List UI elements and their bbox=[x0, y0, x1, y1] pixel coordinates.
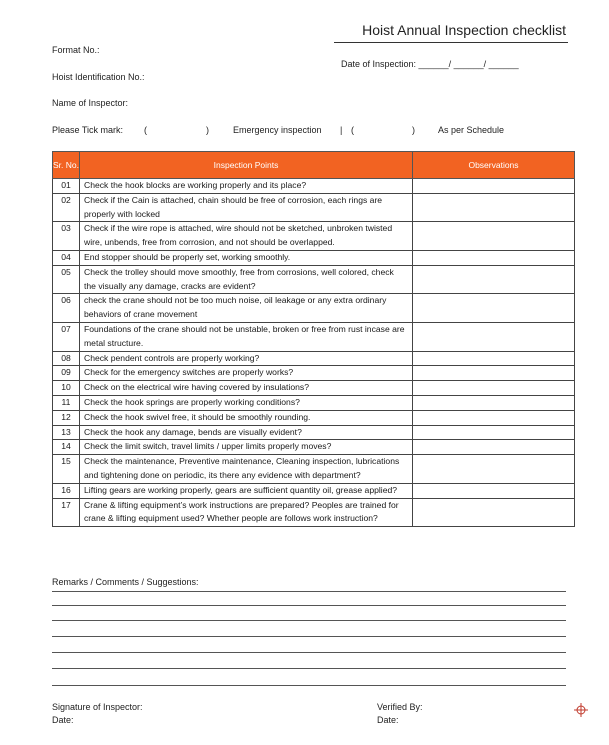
table-row bbox=[53, 440, 575, 455]
hoist-id-label: Hoist Identification No.: bbox=[52, 72, 145, 82]
row-inspection-point: Foundations of the crane should not be unstable, broken or free from rust incase are metal structure. bbox=[80, 322, 413, 351]
verified-by-label: Verified By: bbox=[377, 702, 423, 712]
remarks-label: Remarks / Comments / Suggestions: bbox=[52, 577, 199, 587]
crosshair-icon bbox=[574, 703, 588, 717]
row-sr-no: 14 bbox=[53, 440, 80, 455]
title-underline bbox=[334, 42, 568, 43]
row-observation-cell[interactable] bbox=[413, 193, 575, 222]
row-inspection-point: Check the maintenance, Preventive maintenance, Cleaning inspection, lubrications and tightening done on periodic, its there any evidence with department? bbox=[80, 455, 413, 484]
row-sr-no: 12 bbox=[53, 410, 80, 425]
row-sr-no: 15 bbox=[53, 455, 80, 484]
row-sr-no: 09 bbox=[53, 366, 80, 381]
remarks-line[interactable] bbox=[52, 636, 566, 637]
tick-mark-label: Please Tick mark: bbox=[52, 125, 124, 135]
table-row bbox=[53, 294, 575, 323]
row-observation-cell[interactable] bbox=[413, 440, 575, 455]
observations-header: Observations bbox=[413, 152, 575, 179]
row-observation-cell[interactable] bbox=[413, 222, 575, 251]
row-observation-cell[interactable] bbox=[413, 294, 575, 323]
table-header-row bbox=[53, 152, 575, 179]
row-observation-cell[interactable] bbox=[413, 351, 575, 366]
row-inspection-point: Crane & lifting equipment’s work instructions are prepared? Peoples are trained for crane & lifting equipment used? Whether people are follows work instruction? bbox=[80, 498, 413, 527]
remarks-line[interactable] bbox=[52, 620, 566, 621]
row-observation-cell[interactable] bbox=[413, 425, 575, 440]
row-sr-no: 08 bbox=[53, 351, 80, 366]
row-inspection-point: check the crane should not be too much noise, oil leakage or any extra ordinary behaviors of crane movement bbox=[80, 294, 413, 323]
row-sr-no: 06 bbox=[53, 294, 80, 323]
row-sr-no: 03 bbox=[53, 222, 80, 251]
row-observation-cell[interactable] bbox=[413, 250, 575, 265]
date-of-inspection-label: Date of Inspection: ______/ ______/ ______ bbox=[341, 59, 519, 69]
row-inspection-point: Check the hook any damage, bends are visually evident? bbox=[80, 425, 413, 440]
row-inspection-point: End stopper should be properly set, working smoothly. bbox=[80, 250, 413, 265]
table-row bbox=[53, 395, 575, 410]
table-row bbox=[53, 322, 575, 351]
signature-of-inspector-label: Signature of Inspector: bbox=[52, 702, 143, 712]
table-row bbox=[53, 265, 575, 294]
row-inspection-point: Check the hook blocks are working properly and its place? bbox=[80, 179, 413, 194]
format-no-label: Format No.: bbox=[52, 45, 100, 55]
row-inspection-point: Check the limit switch, travel limits / upper limits properly moves? bbox=[80, 440, 413, 455]
tick-separator: | bbox=[340, 125, 343, 135]
table-row bbox=[53, 179, 575, 194]
table-row bbox=[53, 222, 575, 251]
inspection-table bbox=[52, 151, 575, 527]
row-observation-cell[interactable] bbox=[413, 483, 575, 498]
remarks-line[interactable] bbox=[52, 668, 566, 669]
tick-paren-open-1: ( bbox=[144, 125, 147, 135]
row-observation-cell[interactable] bbox=[413, 179, 575, 194]
table-row bbox=[53, 250, 575, 265]
row-inspection-point: Check if the wire rope is attached, wire should not be sketched, unbroken twisted wire, unbends, free from corrosion, and not should be overlapped. bbox=[80, 222, 413, 251]
row-inspection-point: Lifting gears are working properly, gears are sufficient quantity oil, grease applied? bbox=[80, 483, 413, 498]
row-sr-no: 11 bbox=[53, 395, 80, 410]
row-sr-no: 16 bbox=[53, 483, 80, 498]
row-observation-cell[interactable] bbox=[413, 395, 575, 410]
emergency-inspection-label: Emergency inspection bbox=[233, 125, 322, 135]
remarks-line[interactable] bbox=[52, 591, 566, 592]
row-sr-no: 17 bbox=[53, 498, 80, 527]
row-sr-no: 07 bbox=[53, 322, 80, 351]
row-observation-cell[interactable] bbox=[413, 322, 575, 351]
table-row bbox=[53, 498, 575, 527]
tick-paren-open-2: ( bbox=[351, 125, 354, 135]
row-inspection-point: Check the hook springs are properly working conditions? bbox=[80, 395, 413, 410]
tick-paren-close-1: ) bbox=[206, 125, 209, 135]
row-inspection-point: Check on the electrical wire having covered by insulations? bbox=[80, 381, 413, 396]
remarks-line[interactable] bbox=[52, 652, 566, 653]
page-title: Hoist Annual Inspection checklist bbox=[362, 22, 566, 38]
remarks-line[interactable] bbox=[52, 605, 566, 606]
tick-paren-close-2: ) bbox=[412, 125, 415, 135]
sr-no-header: Sr. No. bbox=[53, 152, 80, 179]
row-sr-no: 13 bbox=[53, 425, 80, 440]
row-inspection-point: Check pendent controls are properly working? bbox=[80, 351, 413, 366]
row-sr-no: 02 bbox=[53, 193, 80, 222]
signature-date-label: Date: bbox=[52, 715, 74, 725]
table-row bbox=[53, 455, 575, 484]
table-row bbox=[53, 193, 575, 222]
table-row bbox=[53, 483, 575, 498]
as-per-schedule-label: As per Schedule bbox=[438, 125, 505, 135]
row-inspection-point: Check the trolley should move smoothly, free from corrosions, well colored, check the visually any damage, cracks are evident? bbox=[80, 265, 413, 294]
row-inspection-point: Check the hook swivel free, it should be smoothly rounding. bbox=[80, 410, 413, 425]
row-sr-no: 01 bbox=[53, 179, 80, 194]
table-row bbox=[53, 425, 575, 440]
table-row bbox=[53, 351, 575, 366]
row-sr-no: 10 bbox=[53, 381, 80, 396]
row-observation-cell[interactable] bbox=[413, 381, 575, 396]
row-inspection-point: Check if the Cain is attached, chain should be free of corrosion, each rings are properly with locked bbox=[80, 193, 413, 222]
row-observation-cell[interactable] bbox=[413, 366, 575, 381]
inspector-name-label: Name of Inspector: bbox=[52, 98, 129, 108]
row-observation-cell[interactable] bbox=[413, 265, 575, 294]
row-inspection-point: Check for the emergency switches are properly works? bbox=[80, 366, 413, 381]
row-observation-cell[interactable] bbox=[413, 410, 575, 425]
inspection-points-header: Inspection Points bbox=[80, 152, 413, 179]
table-row bbox=[53, 381, 575, 396]
table-row bbox=[53, 366, 575, 381]
remarks-line[interactable] bbox=[52, 685, 566, 686]
verified-date-label: Date: bbox=[377, 715, 399, 725]
table-row bbox=[53, 410, 575, 425]
row-observation-cell[interactable] bbox=[413, 498, 575, 527]
row-sr-no: 05 bbox=[53, 265, 80, 294]
row-observation-cell[interactable] bbox=[413, 455, 575, 484]
row-sr-no: 04 bbox=[53, 250, 80, 265]
